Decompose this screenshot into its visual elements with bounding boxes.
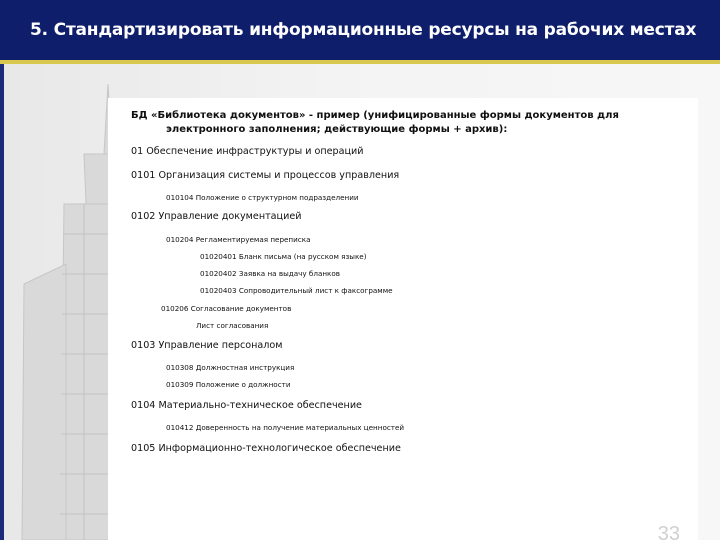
- list-item: 0103 Управление персоналом: [131, 340, 283, 351]
- document-heading-line-2: электронного заполнения; действующие формы + архив):: [166, 124, 508, 135]
- list-item: Лист согласования: [196, 321, 269, 330]
- list-item: 01020403 Сопроводительный лист к факсограмме: [200, 286, 393, 295]
- list-item: 010308 Должностная инструкция: [166, 363, 295, 372]
- title-bar: [0, 0, 720, 60]
- list-item: 0102 Управление документацией: [131, 211, 302, 222]
- list-item: 01 Обеспечение инфраструктуры и операций: [131, 146, 364, 157]
- list-item: 010104 Положение о структурном подразделении: [166, 193, 359, 202]
- list-item: 0105 Информационно-технологическое обеспечение: [131, 443, 401, 454]
- list-item: 010204 Регламентируемая переписка: [166, 235, 311, 244]
- list-item: 01020402 Заявка на выдачу бланков: [200, 269, 341, 278]
- list-item: 01020401 Бланк письма (на русском языке): [200, 252, 367, 261]
- list-item: 010412 Доверенность на получение материальных ценностей: [166, 423, 405, 432]
- page-number: 33: [657, 523, 680, 545]
- list-item: 010309 Положение о должности: [166, 380, 291, 389]
- slide-title: 5. Стандартизировать информационные ресурсы на рабочих местах: [30, 20, 697, 40]
- list-item: 010206 Согласование документов: [161, 304, 292, 313]
- content-panel: [108, 98, 698, 545]
- list-item: 0101 Организация системы и процессов управления: [131, 170, 400, 181]
- document-heading-line-1: БД «Библиотека документов» - пример (унифицированные формы документов для: [131, 110, 619, 121]
- list-item: 0104 Материально-техническое обеспечение: [131, 400, 362, 411]
